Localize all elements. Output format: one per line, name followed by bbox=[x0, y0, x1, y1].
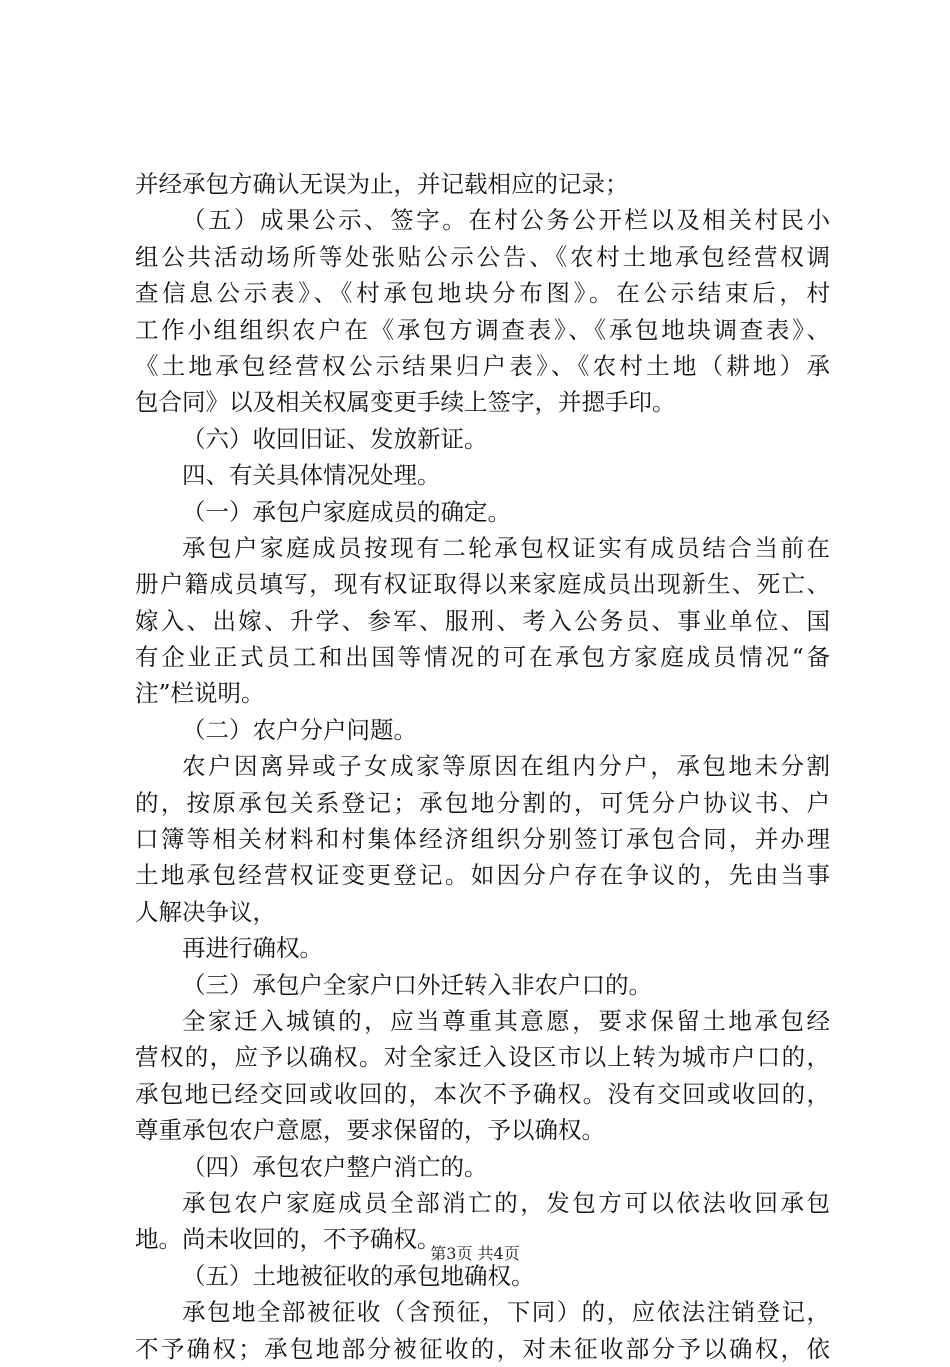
text-line: 口簿等相关材料和村集体经济组织分别签订承包合同，并办理 bbox=[135, 825, 830, 854]
text-line: 《土地承包经营权公示结果归户表》、《农村土地（耕地）承 bbox=[135, 351, 830, 380]
text-line: 册户籍成员填写，现有权证取得以来家庭成员出现新生、死亡、 bbox=[135, 570, 830, 599]
text-line: 工作小组组织农户在《承包方调查表》、《承包地块调查表》、 bbox=[135, 315, 830, 344]
text-line: 尊重承包农户意愿，要求保留的，予以确权。 bbox=[135, 1116, 605, 1145]
text-line: （一）承包户家庭成员的确定。 bbox=[182, 497, 511, 526]
text-line: （五）成果公示、签字。在村公务公开栏以及相关村民小 bbox=[182, 206, 830, 235]
text-line: 承包地已经交回或收回的，本次不予确权。没有交回或收回的， bbox=[135, 1079, 830, 1108]
text-line: （四）承包农户整户消亡的。 bbox=[182, 1152, 488, 1181]
text-line: 再进行确权。 bbox=[182, 934, 323, 963]
text-line: （五）土地被征收的承包地确权。 bbox=[182, 1261, 535, 1290]
text-line: 承包农户家庭成员全部消亡的，发包方可以依法收回承包 bbox=[182, 1188, 830, 1217]
text-line: 有企业正式员工和出国等情况的可在承包方家庭成员情况“备 bbox=[135, 643, 830, 672]
text-line: 地。尚未收回的，不予确权。 bbox=[135, 1225, 441, 1254]
text-line: 包合同》以及相关权属变更手续上签字，并摁手印。 bbox=[135, 388, 676, 417]
text-line: 全家迁入城镇的，应当尊重其意愿，要求保留土地承包经 bbox=[182, 1006, 830, 1035]
text-line: 查信息公示表》、《村承包地块分布图》。在公示结束后，村 bbox=[135, 279, 830, 308]
text-line: 注”栏说明。 bbox=[135, 679, 265, 708]
document-body bbox=[135, 166, 830, 1367]
text-line: 并经承包方确认无误为止，并记载相应的记录； bbox=[135, 170, 629, 198]
page-footer: 第3页 共4页 bbox=[430, 1244, 520, 1263]
text-line: （六）收回旧证、发放新证。 bbox=[182, 424, 488, 453]
text-line: 人解决争议， bbox=[135, 897, 276, 926]
text-line: 农户因离异或子女成家等原因在组内分户，承包地未分割 bbox=[182, 752, 830, 781]
text-line: 四、有关具体情况处理。 bbox=[182, 461, 441, 490]
text-line: 嫁入、出嫁、升学、参军、服刑、考入公务员、事业单位、国 bbox=[135, 606, 830, 635]
text-line: 的，按原承包关系登记；承包地分割的，可凭分户协议书、户 bbox=[135, 788, 830, 817]
text-line: 土地承包经营权证变更登记。如因分户存在争议的，先由当事 bbox=[135, 861, 830, 890]
text-line: （三）承包户全家户口外迁转入非农户口的。 bbox=[182, 970, 652, 999]
text-line: 承包户家庭成员按现有二轮承包权证实有成员结合当前在 bbox=[182, 533, 830, 562]
text-line: 营权的，应予以确权。对全家迁入设区市以上转为城市户口的， bbox=[135, 1043, 830, 1072]
text-line: （二）农户分户问题。 bbox=[182, 715, 417, 744]
text-line: 承包地全部被征收（含预征，下同）的，应依法注销登记， bbox=[182, 1298, 830, 1327]
text-line: 不予确权；承包地部分被征收的，对未征收部分予以确权，依 bbox=[135, 1334, 830, 1363]
text-line: 组公共活动场所等处张贴公示公告、《农村土地承包经营权调 bbox=[135, 242, 830, 271]
